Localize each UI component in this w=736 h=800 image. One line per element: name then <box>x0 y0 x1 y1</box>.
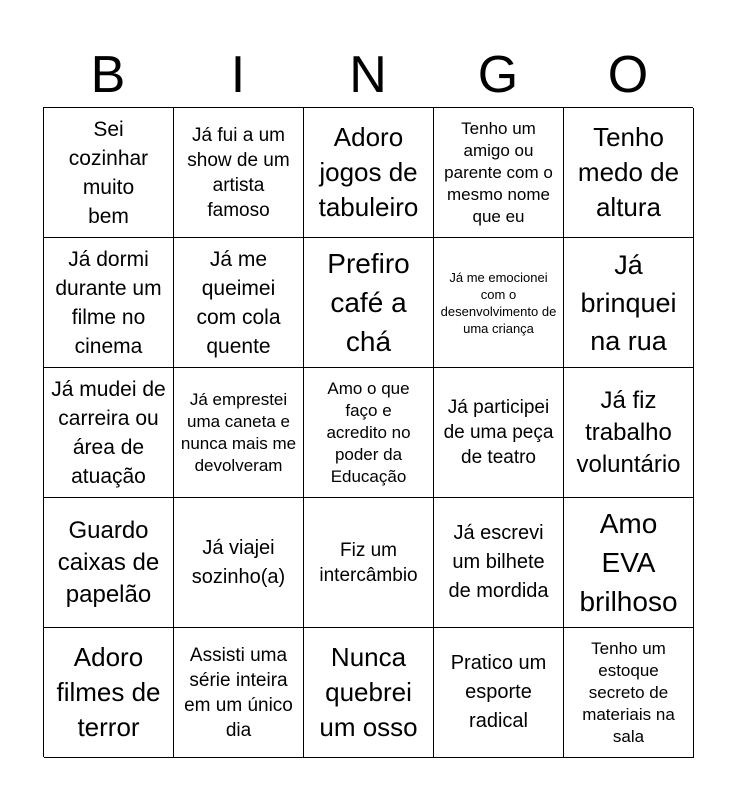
bingo-cell-r4-c4[interactable] <box>434 498 564 628</box>
cell-text: Assisti uma série inteira em um único dia <box>184 644 293 741</box>
cell-text: Já escrevi um bilhete de mordida <box>448 522 549 602</box>
cell-text: Já viajei sozinho(a) <box>191 536 286 588</box>
cell-text: Já emprestei uma caneta e nunca mais me devolveram <box>180 389 297 475</box>
bingo-cell-r2-c5[interactable] <box>564 238 694 368</box>
bingo-cell-r2-c3[interactable] <box>304 238 434 368</box>
bingo-cell-r5-c1[interactable] <box>44 628 174 758</box>
cell-text: Adoro filmes de terror <box>56 642 161 742</box>
header-letter-o: O <box>607 46 649 104</box>
bingo-header <box>43 42 693 108</box>
bingo-cell-r5-c3[interactable] <box>304 628 434 758</box>
cell-text: Tenho um estoque secreto de materiais na sala <box>582 638 675 746</box>
bingo-cell-r1-c1[interactable] <box>44 108 174 238</box>
bingo-cell-r4-c5[interactable] <box>564 498 694 628</box>
cell-text: Já mudei de carreira ou área de atuação <box>51 377 166 488</box>
cell-text: Já me queimei com cola quente <box>196 247 281 358</box>
cell-text: Sei cozinhar muito bem <box>68 117 149 228</box>
bingo-cell-r5-c2[interactable] <box>174 628 304 758</box>
header-letter-b: B <box>90 46 126 104</box>
bingo-cell-r2-c1[interactable] <box>44 238 174 368</box>
cell-text: Amo EVA brilhoso <box>579 508 678 617</box>
header-letter-n: N <box>349 46 387 104</box>
bingo-cell-r3-c1[interactable] <box>44 368 174 498</box>
bingo-cell-r4-c1[interactable] <box>44 498 174 628</box>
bingo-cell-r2-c4[interactable] <box>434 238 564 368</box>
cell-text: Já brinquei na rua <box>580 249 677 356</box>
header-letter-g: G <box>477 46 519 104</box>
bingo-cell-r1-c5[interactable] <box>564 108 694 238</box>
cell-text: Tenho um amigo ou parente com o mesmo nome que eu <box>444 118 553 226</box>
bingo-cell-r4-c2[interactable] <box>174 498 304 628</box>
cell-text: Pratico um esporte radical <box>450 652 547 732</box>
bingo-cell-r3-c3[interactable] <box>304 368 434 498</box>
bingo-cell-r2-c2[interactable] <box>174 238 304 368</box>
bingo-cell-r1-c3[interactable] <box>304 108 434 238</box>
cell-text: Já fiz trabalho voluntário <box>576 386 681 478</box>
bingo-cell-r1-c4[interactable] <box>434 108 564 238</box>
cell-text: Guardo caixas de papelão <box>57 516 160 608</box>
cell-text: Já dormi durante um filme no cinema <box>55 247 162 358</box>
bingo-board <box>43 107 693 757</box>
cell-text: Tenho medo de altura <box>577 122 680 222</box>
cell-text: Nunca quebrei um osso <box>319 642 418 742</box>
cell-text: Adoro jogos de tabuleiro <box>318 122 419 222</box>
cell-text: Fiz um intercâmbio <box>319 539 418 586</box>
bingo-cell-r5-c5[interactable] <box>564 628 694 758</box>
bingo-cell-r5-c4[interactable] <box>434 628 564 758</box>
bingo-cell-r1-c2[interactable] <box>174 108 304 238</box>
cell-text: Já participei de uma peça de teatro <box>443 397 554 468</box>
bingo-cell-r4-c3[interactable] <box>304 498 434 628</box>
header-letter-i: I <box>230 46 246 104</box>
cell-text: Já me emocionei com o desenvolvimento de uma criança <box>440 269 557 336</box>
bingo-cell-r3-c2[interactable] <box>174 368 304 498</box>
bingo-cell-r3-c4[interactable] <box>434 368 564 498</box>
cell-text: Já fui a um show de um artista famoso <box>187 124 290 221</box>
bingo-cell-r3-c5[interactable] <box>564 368 694 498</box>
cell-text: Amo o que faço e acredito no poder da Educação <box>326 378 411 486</box>
cell-text: Prefiro café a chá <box>327 248 410 357</box>
